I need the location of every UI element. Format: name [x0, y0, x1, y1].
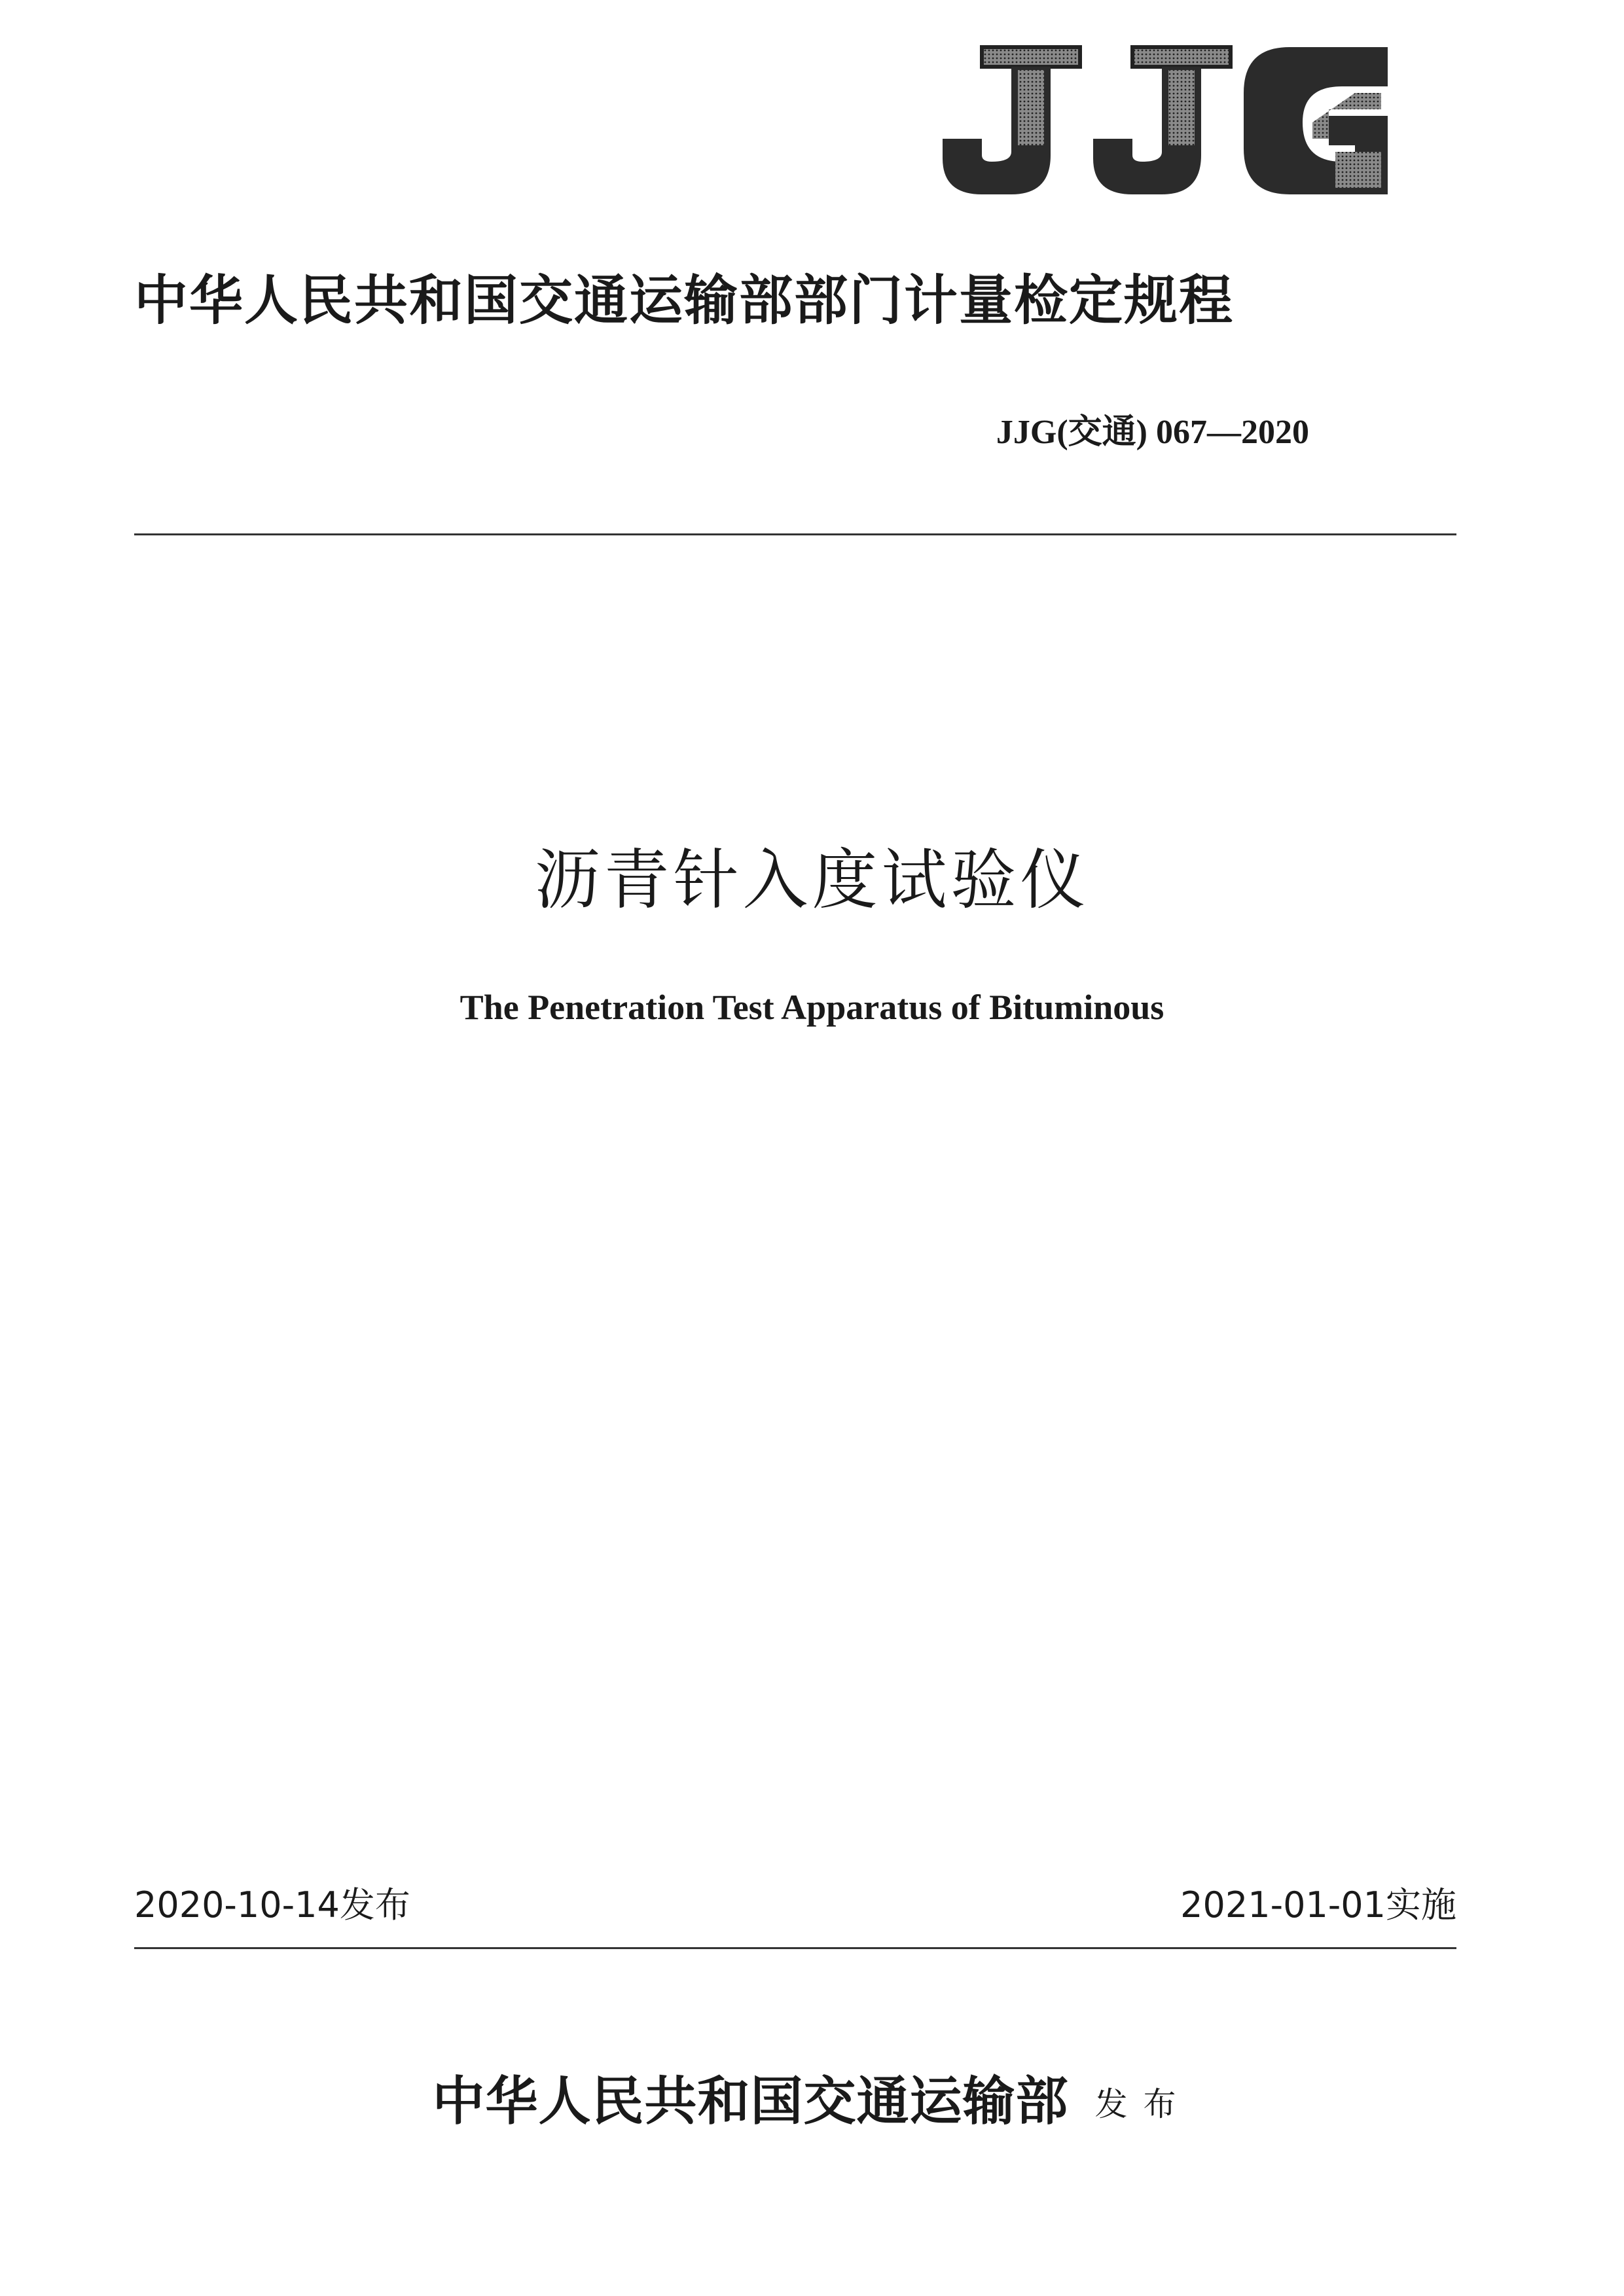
publisher-name: 中华人民共和国交通运输部 [432, 2070, 1069, 2132]
header-divider [134, 533, 1456, 535]
jjg-logo-icon [936, 41, 1394, 204]
logo-letter-j2 [1093, 47, 1231, 194]
standard-number: JJG(交通) 067—2020 [996, 414, 1309, 451]
issue-date: 2020-10-14发布 [134, 1884, 410, 1926]
logo-letter-g [1244, 47, 1388, 194]
document-title-english: The Penetration Test Apparatus of Bituminous [460, 988, 1164, 1027]
effective-date: 2021-01-01实施 [1180, 1884, 1456, 1926]
publisher-line [0, 2070, 1624, 2132]
footer-divider [134, 1947, 1456, 1949]
document-title-chinese: 沥青针入度试验仪 [534, 842, 1090, 918]
logo-letter-j1 [943, 47, 1080, 194]
regulation-category-title: 中华人民共和国交通运输部部门计量检定规程 [134, 269, 1235, 332]
publish-action-label: 发布 [1094, 2085, 1192, 2123]
